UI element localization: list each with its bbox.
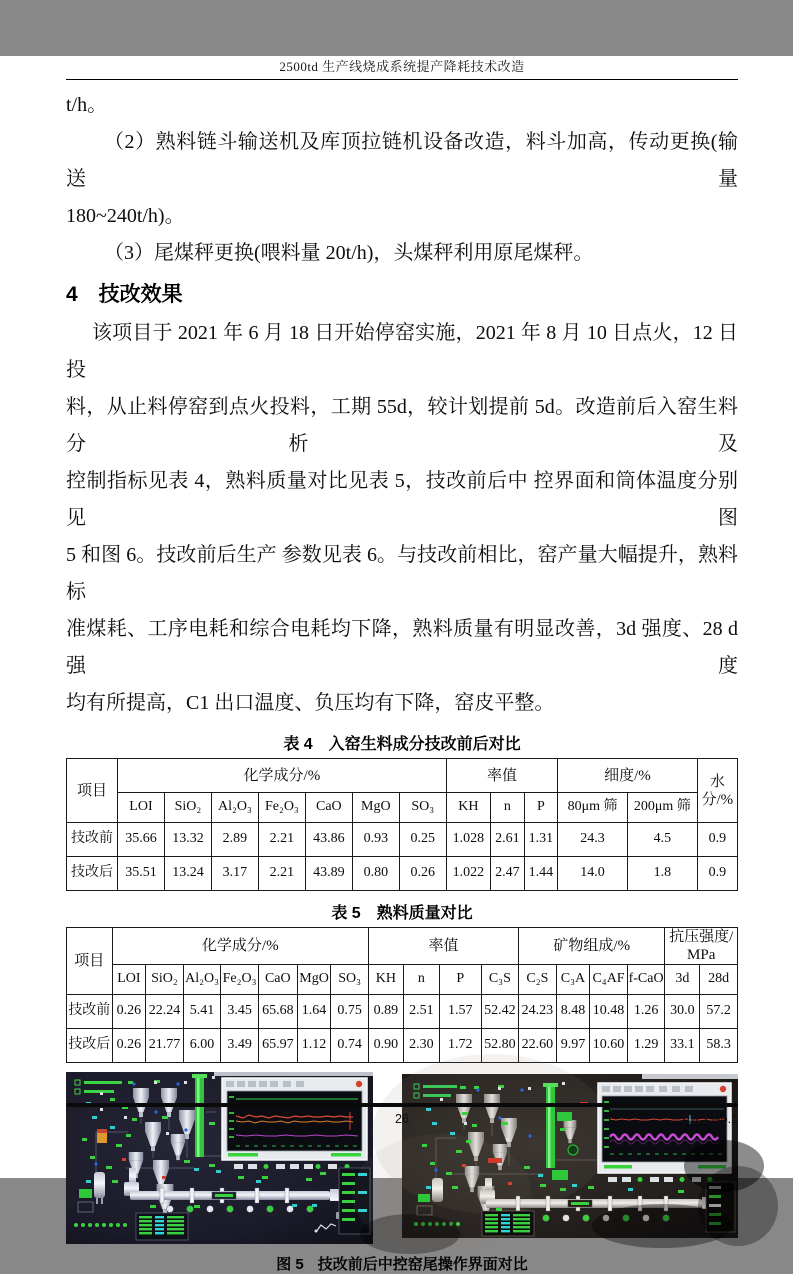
dcs-screenshot-after: [402, 1074, 738, 1238]
column-header: Fe₂O₃: [258, 793, 305, 823]
paragraph-line: 控制指标见表 4，熟料质量对比见表 5，技改前后中 控界面和筒体温度分别见图: [66, 470, 738, 529]
close-icon: [720, 1086, 726, 1092]
table-cell: 2.61: [491, 823, 525, 857]
column-header: LOI: [117, 793, 164, 823]
table-cell: 13.24: [164, 857, 211, 891]
column-header: 化学成分/%: [112, 928, 368, 965]
figure-label: 图 5: [276, 1256, 304, 1273]
column-header: 抗压强度/MPa: [665, 928, 738, 965]
column-header: 矿物组成/%: [519, 928, 665, 965]
table-cell: 1.12: [297, 1029, 331, 1063]
column-header: 80μm 筛: [558, 793, 628, 823]
paragraph-line: 料，从止料停窑到点火投料，工期 55d，较计划提前 5d。改造前后入窑生料分析 及: [66, 396, 738, 455]
equipment-block: [552, 1170, 568, 1180]
row-label: 技改前: [67, 995, 113, 1029]
toolbar-buttons: [602, 1086, 693, 1092]
table-cell: 9.97: [556, 1029, 590, 1063]
issue-label: 2023.No.1: [680, 1112, 738, 1126]
table-cell: 0.80: [352, 857, 399, 891]
table-cell: 35.66: [117, 823, 164, 857]
table-cell: 10.60: [590, 1029, 628, 1063]
table-cell: 0.74: [331, 1029, 369, 1063]
table-cell: 3.45: [221, 995, 259, 1029]
column-header: 项目: [67, 928, 113, 995]
row-label: 技改前: [67, 823, 118, 857]
running-header: 2500td 生产线烧成系统提产降耗技术改造: [279, 59, 525, 74]
column-header: 3d: [665, 965, 700, 995]
table-cell: 52.42: [481, 995, 519, 1029]
table-cell: 22.60: [519, 1029, 557, 1063]
table-cell: 1.26: [627, 995, 665, 1029]
table-cell: 2.21: [258, 857, 305, 891]
table-cell: 1.64: [297, 995, 331, 1029]
table-row: [67, 995, 738, 1029]
figure-title: 技改前后中控窑尾操作界面对比: [317, 1256, 528, 1273]
table-cell: 0.26: [399, 857, 446, 891]
column-header: C₄AF: [590, 965, 628, 995]
table-cell: 65.68: [258, 995, 297, 1029]
table5-clinker-quality-comparison: [66, 927, 738, 1063]
paragraph-line: （3）尾煤秤更换(喂料量 20t/h)，头煤秤利用原尾煤秤。: [104, 242, 594, 264]
table-cell: 6.00: [183, 1029, 221, 1063]
column-header: CaO: [258, 965, 297, 995]
column-header: SO₃: [331, 965, 369, 995]
table5-caption: 表 5 熟料质量对比: [331, 905, 473, 922]
table-cell: 2.21: [258, 823, 305, 857]
table-cell: 2.47: [491, 857, 525, 891]
column-header: n: [491, 793, 525, 823]
table-cell: 4.5: [627, 823, 697, 857]
column-header: 化学成分/%: [117, 759, 446, 793]
section-heading: 4 技改效果: [66, 283, 183, 306]
table-cell: 0.93: [352, 823, 399, 857]
table-row: [67, 857, 738, 891]
close-icon: [356, 1081, 362, 1087]
document-page: [0, 56, 793, 1273]
table-cell: 0.25: [399, 823, 446, 857]
table-cell: 0.26: [112, 1029, 146, 1063]
column-header: P: [524, 793, 558, 823]
dcs-screenshot-before: [66, 1072, 373, 1244]
table-cell: 24.3: [558, 823, 628, 857]
table-cell: 0.89: [368, 995, 403, 1029]
column-header: 200μm 筛: [627, 793, 697, 823]
table-cell: 8.48: [556, 995, 590, 1029]
column-header: C₃S: [481, 965, 519, 995]
column-header: MgO: [297, 965, 331, 995]
table-cell: 0.90: [368, 1029, 403, 1063]
column-header: n: [403, 965, 439, 995]
table-cell: 1.29: [627, 1029, 665, 1063]
table-cell: 43.86: [305, 823, 352, 857]
table-cell: 3.17: [211, 857, 258, 891]
table-cell: 57.2: [700, 995, 738, 1029]
body-text-top: [66, 87, 738, 272]
table-cell: 1.028: [446, 823, 490, 857]
header-rule: [66, 79, 738, 80]
column-header: 率值: [446, 759, 557, 793]
body-text-main: [66, 315, 738, 722]
alarm-banner: [488, 1158, 502, 1163]
table-cell: 35.51: [117, 857, 164, 891]
table-cell: 3.49: [221, 1029, 259, 1063]
column-header: LOI: [112, 965, 146, 995]
paragraph-line: （2）熟料链斗输送机及库顶拉链机设备改造，料斗加高，传动更换(输送量: [66, 131, 738, 190]
footer-rule: [66, 1103, 738, 1107]
page-footer: [66, 1112, 738, 1130]
valve-icon: [568, 1145, 578, 1155]
table5-subheader-row: [67, 965, 738, 995]
alarm-list-panel: [482, 1211, 534, 1236]
column-header: f-CaO: [627, 965, 665, 995]
table-cell: 65.97: [258, 1029, 297, 1063]
table-cell: 58.3: [700, 1029, 738, 1063]
table-cell: 1.72: [439, 1029, 481, 1063]
table-cell: 1.022: [446, 857, 490, 891]
row-label: 技改后: [67, 857, 118, 891]
column-header: Al₂O₃: [211, 793, 258, 823]
column-header: SiO₂: [146, 965, 184, 995]
table-cell: 24.23: [519, 995, 557, 1029]
column-header: MgO: [352, 793, 399, 823]
paragraph-line: 5 和图 6。技改前后生产 参数见表 6。与技改前相比，窑产量大幅提升，熟料 标: [66, 544, 738, 603]
table-row: [67, 1029, 738, 1063]
column-header: Fe₂O₃: [221, 965, 259, 995]
window-edge: [642, 1074, 738, 1079]
column-header: 项目: [67, 759, 118, 823]
paragraph-line: 该项目于 2021 年 6 月 18 日开始停窑实施，2021 年 8 月 10 日点火，12 日投: [66, 322, 738, 381]
table-cell: 1.31: [524, 823, 558, 857]
figure5-images: [66, 1072, 738, 1244]
column-header: C₃A: [556, 965, 590, 995]
table-cell: 21.77: [146, 1029, 184, 1063]
table-cell: 10.48: [590, 995, 628, 1029]
column-header: 28d: [700, 965, 738, 995]
table-cell: 1.44: [524, 857, 558, 891]
table-cell: 1.57: [439, 995, 481, 1029]
table5-group-header-row: [67, 928, 738, 965]
table-cell: 0.75: [331, 995, 369, 1029]
page-number: 26: [395, 1112, 409, 1126]
paragraph-line: 均有所提高，C1 出口温度、负压均有下降，窑皮平整。: [66, 692, 555, 714]
column-header: CaO: [305, 793, 352, 823]
column-header: C₂S: [519, 965, 557, 995]
column-header: 水分/%: [697, 759, 737, 823]
row-label: 技改后: [67, 1029, 113, 1063]
table-cell: 5.41: [183, 995, 221, 1029]
table-cell: 0.9: [697, 857, 737, 891]
table-cell: 22.24: [146, 995, 184, 1029]
column-header: KH: [368, 965, 403, 995]
table-cell: 13.32: [164, 823, 211, 857]
table-cell: 2.30: [403, 1029, 439, 1063]
table-cell: 52.80: [481, 1029, 519, 1063]
paragraph-line: 准煤耗、工序电耗和综合电耗均下降，熟料质量有明显改善，3d 强度、28 d 强度: [66, 618, 738, 677]
column-header: SO₃: [399, 793, 446, 823]
table-cell: 30.0: [665, 995, 700, 1029]
table-cell: 2.89: [211, 823, 258, 857]
column-header: 细度/%: [558, 759, 698, 793]
column-header: 率值: [368, 928, 518, 965]
column-header: SiO₂: [164, 793, 211, 823]
table-cell: 43.89: [305, 857, 352, 891]
table-cell: 1.8: [627, 857, 697, 891]
table-cell: 0.9: [697, 823, 737, 857]
paragraph-line: t/h。: [66, 94, 108, 116]
table-cell: 33.1: [665, 1029, 700, 1063]
table4-group-header-row: [67, 759, 738, 793]
table-cell: 14.0: [558, 857, 628, 891]
column-header: P: [439, 965, 481, 995]
table4-subheader-row: [67, 793, 738, 823]
indicator-row: [234, 1164, 350, 1169]
table-cell: 2.51: [403, 995, 439, 1029]
table-row: [67, 823, 738, 857]
table-cell: 0.26: [112, 995, 146, 1029]
table4-caption: 表 4 入窑生料成分技改前后对比: [283, 736, 521, 753]
alarm-list-panel: [136, 1213, 188, 1240]
window-edge: [214, 1072, 373, 1076]
figure5-caption: [66, 1253, 738, 1274]
table4-raw-meal-comparison: [66, 758, 738, 891]
column-header: KH: [446, 793, 490, 823]
column-header: Al₂O₃: [183, 965, 221, 995]
paragraph-line: 180~240t/h)。: [66, 205, 185, 227]
